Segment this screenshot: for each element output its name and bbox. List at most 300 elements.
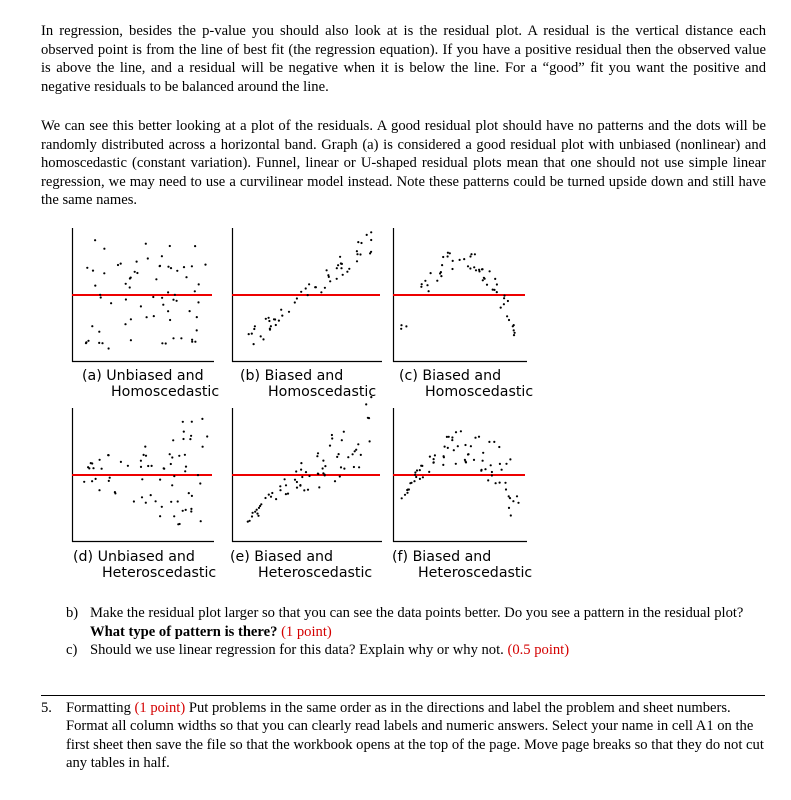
data-point [101, 342, 103, 344]
data-point [354, 450, 356, 452]
residual-points [83, 418, 208, 526]
data-point [108, 347, 110, 349]
data-point [190, 510, 192, 512]
caption-line1: (f) Biased and [392, 549, 492, 565]
data-point [198, 283, 200, 285]
data-point [120, 263, 122, 265]
data-point [496, 283, 498, 285]
data-point [129, 286, 131, 288]
data-point [162, 304, 164, 306]
data-point [305, 287, 307, 289]
data-point [414, 471, 416, 473]
data-point [463, 258, 465, 260]
data-point [125, 283, 127, 285]
data-point [406, 489, 408, 491]
caption-line1: (c) Biased and [399, 368, 502, 384]
data-point [251, 515, 253, 517]
question-c-label: c) [66, 642, 78, 658]
data-point [413, 480, 415, 482]
data-point [167, 310, 169, 312]
data-point [155, 500, 157, 502]
data-point [482, 460, 484, 462]
data-point [457, 445, 459, 447]
data-point [163, 467, 165, 469]
data-point [285, 493, 287, 495]
residual-plot-d [72, 408, 214, 542]
data-point [470, 253, 472, 255]
data-point [305, 471, 307, 473]
residual-points [400, 252, 516, 337]
data-point [257, 515, 259, 517]
data-point [294, 301, 296, 303]
data-point [499, 482, 501, 484]
data-point [467, 453, 469, 455]
data-point [259, 505, 261, 507]
data-point [336, 267, 338, 269]
caption-plot-a [82, 368, 219, 400]
data-point [191, 341, 193, 343]
data-point [197, 474, 199, 476]
data-point [415, 476, 417, 478]
data-point [178, 455, 180, 457]
data-point [356, 250, 358, 252]
data-point [254, 325, 256, 327]
data-point [296, 487, 298, 489]
data-point [404, 494, 406, 496]
data-point [98, 489, 100, 491]
data-point [499, 463, 501, 465]
data-point [503, 297, 505, 299]
data-point [191, 421, 193, 423]
data-point [421, 465, 423, 467]
data-point [356, 253, 358, 255]
data-point [172, 299, 174, 301]
data-point [176, 300, 178, 302]
data-point [487, 479, 489, 481]
data-point [322, 467, 324, 469]
data-point [180, 337, 182, 339]
data-point [114, 492, 116, 494]
data-point [251, 333, 253, 335]
data-point [172, 439, 174, 441]
data-point [169, 319, 171, 321]
residual-points [248, 231, 373, 345]
data-point [503, 295, 505, 297]
data-point [505, 488, 507, 490]
residual-plot-c [393, 228, 527, 362]
data-point [196, 316, 198, 318]
data-point [316, 455, 318, 457]
data-point [159, 265, 161, 267]
data-point [280, 309, 282, 311]
data-point [185, 509, 187, 511]
data-point [509, 458, 511, 460]
caption-line2: Homoscedastic [268, 384, 377, 400]
caption-plot-f [392, 549, 532, 581]
data-point [473, 459, 475, 461]
data-point [151, 465, 153, 467]
data-point [516, 495, 518, 497]
data-point [338, 453, 340, 455]
data-point [501, 469, 503, 471]
data-point [199, 482, 201, 484]
data-point [262, 338, 264, 340]
data-point [271, 492, 273, 494]
data-point [513, 329, 515, 331]
data-point [443, 456, 445, 458]
data-point [475, 269, 477, 271]
data-point [197, 301, 199, 303]
data-point [204, 264, 206, 266]
data-point [265, 318, 267, 320]
data-point [201, 418, 203, 420]
data-point [488, 441, 490, 443]
data-point [268, 494, 270, 496]
data-point [480, 470, 482, 472]
data-point [134, 271, 136, 273]
data-point [355, 449, 357, 451]
data-point [495, 482, 497, 484]
data-point [444, 446, 446, 448]
caption-plot-e [230, 549, 372, 581]
data-point [194, 290, 196, 292]
caption-line1: (b) Biased and [240, 368, 344, 384]
data-point [401, 497, 403, 499]
data-point [173, 475, 175, 477]
data-point [420, 286, 422, 288]
data-point [467, 265, 469, 267]
data-point [433, 458, 435, 460]
caption-line1: (d) Unbiased and [73, 549, 195, 565]
data-point [341, 439, 343, 441]
data-point [190, 508, 192, 510]
data-point [92, 270, 94, 272]
data-point [433, 461, 435, 463]
data-point [270, 496, 272, 498]
data-point [143, 454, 145, 456]
question-c [66, 641, 756, 660]
data-point [269, 328, 271, 330]
data-point [127, 465, 129, 467]
data-point [253, 343, 255, 345]
data-point [170, 267, 172, 269]
data-point [140, 305, 142, 307]
question-c-text: Should we use linear regression for this data? Explain why or why not. [90, 642, 508, 658]
data-point [194, 245, 196, 247]
data-point [87, 340, 89, 342]
data-point [451, 268, 453, 270]
data-point [189, 310, 191, 312]
data-point [469, 255, 471, 257]
data-point [486, 284, 488, 286]
data-point [248, 333, 250, 335]
data-point [348, 268, 350, 270]
data-point [442, 464, 444, 466]
data-point [322, 472, 324, 474]
data-point [370, 239, 372, 241]
data-point [161, 297, 163, 299]
caption-line2: Homoscedastic [425, 384, 534, 400]
data-point [159, 479, 161, 481]
data-point [365, 403, 367, 405]
data-point [202, 446, 204, 448]
data-point [368, 417, 370, 419]
data-point [274, 318, 276, 320]
data-point [482, 279, 484, 281]
data-point [136, 272, 138, 274]
data-point [256, 509, 258, 511]
data-point [91, 480, 93, 482]
data-point [279, 485, 281, 487]
data-point [100, 296, 102, 298]
data-point [414, 474, 416, 476]
data-point [129, 277, 131, 279]
data-point [484, 468, 486, 470]
data-point [107, 454, 109, 456]
data-point [513, 334, 515, 336]
data-point [494, 278, 496, 280]
data-point [329, 280, 331, 282]
data-point [447, 447, 449, 449]
data-point [464, 444, 466, 446]
data-point [253, 328, 255, 330]
data-point [424, 280, 426, 282]
data-point [353, 466, 355, 468]
data-point [150, 494, 152, 496]
paragraph-residual-plot-explanation: We can see this better looking at a plot of the residuals. A good residual plot should have no patterns and the dots will be randomly distributed across a horizontal band. Graph (a) is considered a good residual plot with unbiased (nonlinear) and homoscedastic (constant variation). Funnel, linear or U-shaped residual plots mean that one should not use simple linear regression, we may need to use a curvilinear model instead. Note these patterns could be turned upside down and still have the same names. [41, 118, 766, 209]
residual-points [401, 430, 520, 516]
data-point [260, 335, 262, 337]
data-point [278, 320, 280, 322]
section-divider [41, 695, 765, 696]
data-point [358, 466, 360, 468]
data-point [98, 331, 100, 333]
data-point [366, 234, 368, 236]
data-point [440, 275, 442, 277]
data-point [422, 476, 424, 478]
data-point [428, 471, 430, 473]
data-point [83, 481, 85, 483]
data-point [161, 255, 163, 257]
data-point [447, 255, 449, 257]
data-point [264, 497, 266, 499]
data-point [177, 523, 179, 525]
data-point [459, 259, 461, 261]
data-point [448, 436, 450, 438]
data-point [294, 479, 296, 481]
data-point [352, 453, 354, 455]
data-point [329, 445, 331, 447]
data-point [513, 324, 515, 326]
data-point [299, 484, 301, 486]
data-point [98, 342, 100, 344]
data-point [419, 469, 421, 471]
data-point [508, 319, 510, 321]
data-point [343, 431, 345, 433]
data-point [167, 291, 169, 293]
data-point [196, 329, 198, 331]
data-point [296, 481, 298, 483]
data-point [176, 270, 178, 272]
data-point [85, 341, 87, 343]
data-point [470, 445, 472, 447]
data-point [189, 438, 191, 440]
data-point [331, 437, 333, 439]
data-point [155, 278, 157, 280]
caption-plot-d [73, 549, 216, 581]
data-point [505, 463, 507, 465]
data-point [147, 465, 149, 467]
data-point [120, 461, 122, 463]
data-point [506, 315, 508, 317]
data-point [359, 253, 361, 255]
data-point [101, 468, 103, 470]
data-point [449, 252, 451, 254]
data-point [172, 337, 174, 339]
data-point [322, 460, 324, 462]
question-5-points: (1 point) [134, 700, 186, 716]
data-point [405, 325, 407, 327]
question-5 [41, 699, 766, 773]
caption-line2: Heteroscedastic [102, 565, 217, 581]
data-point [145, 243, 147, 245]
data-point [442, 256, 444, 258]
data-point [504, 482, 506, 484]
data-point [173, 515, 175, 517]
question-b-text: Make the residual plot larger so that you can see the data points better. Do you see a pattern in the residual plot? [90, 605, 744, 621]
data-point [474, 437, 476, 439]
data-point [318, 486, 320, 488]
data-point [141, 478, 143, 480]
data-point [140, 460, 142, 462]
data-point [153, 315, 155, 317]
data-point [146, 316, 148, 318]
data-point [161, 342, 163, 344]
data-point [307, 294, 309, 296]
data-point [317, 473, 319, 475]
data-point [141, 496, 143, 498]
data-point [508, 507, 510, 509]
caption-line2: Heteroscedastic [258, 565, 373, 581]
data-point [301, 476, 303, 478]
data-point [478, 436, 480, 438]
residual-plot-e [232, 408, 382, 542]
data-point [144, 446, 146, 448]
data-point [130, 339, 132, 341]
data-point [339, 475, 341, 477]
data-point [136, 261, 138, 263]
data-point [409, 482, 411, 484]
data-point [357, 241, 359, 243]
data-point [124, 323, 126, 325]
question-5-label: 5. [41, 700, 52, 716]
data-point [400, 328, 402, 330]
data-point [268, 320, 270, 322]
data-point [482, 452, 484, 454]
data-point [182, 510, 184, 512]
data-point [171, 484, 173, 486]
data-point [507, 300, 509, 302]
data-point [324, 287, 326, 289]
question-5-text-after: Put problems in the same order as in the directions and label the problem and sheet numbers. Format all column widths so that you can clearly read labels and numeric answers. Select your name in cell A1 on the first sheet then save the file so that the workbook opens at the top of the page. Move page breaks so that they do not cut any tables in half. [66, 700, 764, 772]
data-point [339, 256, 341, 258]
data-point [94, 239, 96, 241]
data-point [429, 456, 431, 458]
data-point [184, 470, 186, 472]
data-point [369, 252, 371, 254]
data-point [320, 291, 322, 293]
data-point [496, 291, 498, 293]
data-point [430, 272, 432, 274]
data-point [91, 462, 93, 464]
data-point [191, 265, 193, 267]
data-point [478, 270, 480, 272]
data-point [281, 315, 283, 317]
data-point [183, 431, 185, 433]
data-point [174, 294, 176, 296]
data-point [145, 502, 147, 504]
data-point [360, 242, 362, 244]
data-point [451, 439, 453, 441]
data-point [184, 454, 186, 456]
data-point [474, 253, 476, 255]
data-point [336, 278, 338, 280]
data-point [285, 484, 287, 486]
data-point [133, 500, 135, 502]
data-point [503, 303, 505, 305]
data-point [99, 294, 101, 296]
data-point [103, 272, 105, 274]
data-point [194, 341, 196, 343]
data-point [469, 267, 471, 269]
data-point [296, 297, 298, 299]
data-point [473, 266, 475, 268]
data-point [419, 478, 421, 480]
data-point [200, 520, 202, 522]
data-point [169, 453, 171, 455]
data-point [188, 492, 190, 494]
data-point [308, 283, 310, 285]
data-point [360, 454, 362, 456]
data-point [340, 267, 342, 269]
data-point [428, 290, 430, 292]
data-point [452, 260, 454, 262]
caption-line1: (e) Biased and [230, 549, 334, 565]
data-point [340, 262, 342, 264]
data-point [460, 430, 462, 432]
data-point [161, 506, 163, 508]
data-point [439, 272, 441, 274]
data-point [491, 471, 493, 473]
data-point [95, 478, 97, 480]
data-point [91, 325, 93, 327]
data-point [295, 470, 297, 472]
data-point [314, 286, 316, 288]
data-point [109, 477, 111, 479]
caption-line2: Homoscedastic [111, 384, 220, 400]
data-point [275, 498, 277, 500]
data-point [493, 289, 495, 291]
data-point [340, 466, 342, 468]
data-point [268, 317, 270, 319]
data-point [300, 291, 302, 293]
data-point [147, 257, 149, 259]
data-point [436, 280, 438, 282]
data-point [130, 318, 132, 320]
data-point [300, 469, 302, 471]
data-point [103, 248, 105, 250]
data-point [182, 438, 184, 440]
